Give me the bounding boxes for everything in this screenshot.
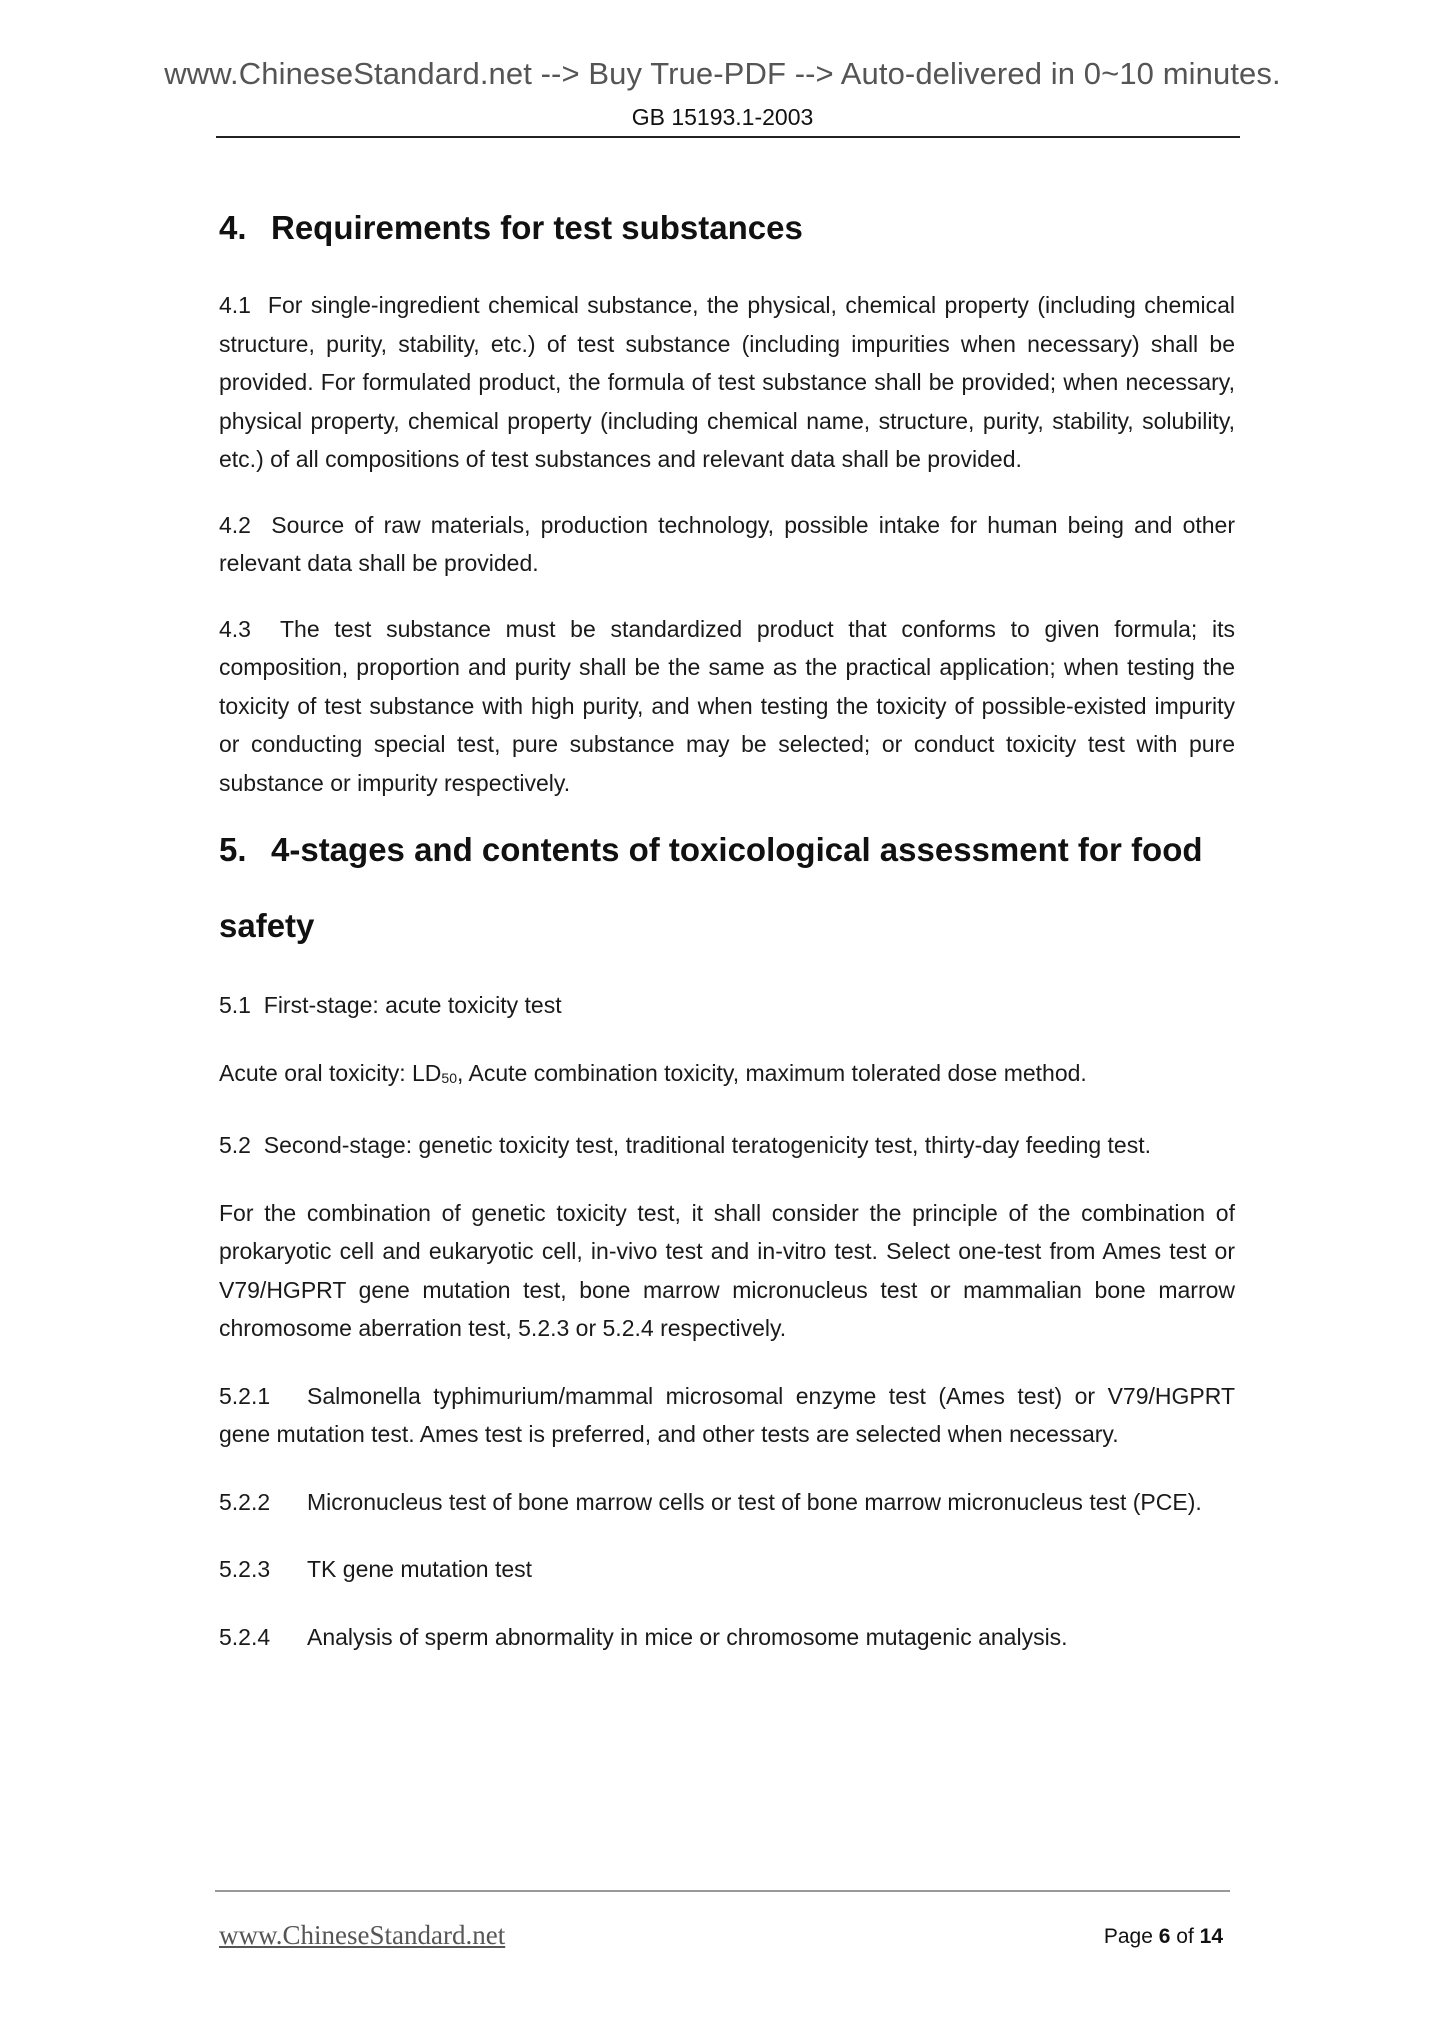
- page-of: of: [1176, 1925, 1194, 1948]
- clause-number: 4.3: [219, 615, 251, 642]
- page-current: 6: [1158, 1925, 1171, 1948]
- footer-divider: [215, 1890, 1230, 1892]
- section-title-line-1: 4-stages and contents of toxicological assessment for food: [271, 831, 1203, 868]
- clause-5-2-4: [219, 1618, 1235, 1657]
- clause-text: Second-stage: genetic toxicity test, traditional teratogenicity test, thirty-day feeding test.: [263, 1132, 1152, 1158]
- genetic-combination-paragraph: [219, 1194, 1235, 1348]
- acute-prefix: Acute oral toxicity: LD: [219, 1059, 442, 1086]
- ld-subscript: 50: [441, 1069, 457, 1086]
- page-prefix: Page: [1103, 1925, 1153, 1948]
- section-number: 5.: [219, 831, 247, 868]
- clause-5-2-2: [219, 1483, 1235, 1522]
- clause-5-1: [219, 986, 1235, 1025]
- clause-number: 5.2.2: [219, 1488, 271, 1515]
- section-title: Requirements for test substances: [271, 209, 803, 246]
- clause-5-2-1: [219, 1377, 1235, 1454]
- clause-number: 4.2: [219, 511, 251, 538]
- clause-5-2-3: [219, 1550, 1235, 1589]
- page-indicator: [1104, 1925, 1223, 1949]
- section-title-line-2: safety: [219, 907, 315, 944]
- clause-4-1: [219, 286, 1235, 479]
- clause-number: 5.2: [219, 1132, 251, 1158]
- clause-number: 5.2.1: [219, 1382, 271, 1409]
- header-banner: www.ChineseStandard.net --> Buy True-PDF --> Auto-delivered in 0~10 minutes.: [164, 56, 1281, 91]
- standard-code: GB 15193.1-2003: [631, 104, 814, 130]
- acute-suffix: , Acute combination toxicity, maximum tolerated dose method.: [457, 1059, 1087, 1086]
- clause-4-3: [219, 610, 1235, 803]
- clause-4-2: [219, 506, 1235, 583]
- page-total: 14: [1199, 1925, 1223, 1948]
- clause-text: For single-ingredient chemical substance, the physical, chemical property (including chemical structure, purity, stability, etc.) of test substance (including impurities when necessary) shall be provided. For formulated product, the formula of test substance shall be provided; when necessary, physical property, chemical property (including chemical name, structure, purity, stability, solubility, etc.) of all compositions of test substances and relevant data shall be provided.: [219, 292, 1235, 472]
- document-body: [219, 190, 1235, 1656]
- section-number: 4.: [219, 209, 247, 246]
- clause-number: 4.1: [219, 292, 251, 318]
- clause-text: The test substance must be standardized product that conforms to given formula; its composition, proportion and purity shall be the same as the practical application; when testing the toxicity of test substance with high purity, and when testing the toxicity of possible-existed impurity or conducting special test, pure substance may be selected; or conduct toxicity test with pure substance or impurity respectively.: [219, 615, 1235, 796]
- clause-number: 5.1: [219, 992, 251, 1018]
- clause-text: Micronucleus test of bone marrow cells or test of bone marrow micronucleus test (PCE).: [307, 1488, 1202, 1515]
- footer-website-link[interactable]: www.ChineseStandard.net: [219, 1920, 506, 1950]
- paragraph-text: For the combination of genetic toxicity test, it shall consider the principle of the combination of prokaryotic cell and eukaryotic cell, in-vivo test and in-vitro test. Select one-test from Ames test or V79/HGPRT gene mutation test, bone marrow micronucleus test or mammalian bone marrow chromosome aberration test, 5.2.3 or 5.2.4 respectively.: [219, 1199, 1235, 1341]
- header-divider: [216, 136, 1240, 138]
- clause-text: First-stage: acute toxicity test: [263, 992, 562, 1018]
- acute-oral-toxicity: [219, 1054, 1235, 1098]
- clause-text: Analysis of sperm abnormality in mice or chromosome mutagenic analysis.: [307, 1623, 1068, 1650]
- clause-number: 5.2.4: [219, 1623, 271, 1650]
- clause-5-2: [219, 1126, 1235, 1165]
- clause-text: Salmonella typhimurium/mammal microsomal enzyme test (Ames test) or V79/HGPRT gene mutation test. Ames test is preferred, and other tests are selected when necessary.: [219, 1382, 1235, 1447]
- section-5-heading: [219, 812, 1235, 964]
- section-4-heading: [219, 190, 1235, 266]
- clause-text: Source of raw materials, production technology, possible intake for human being and other relevant data shall be provided.: [219, 511, 1235, 576]
- clause-number: 5.2.3: [219, 1556, 271, 1582]
- clause-text: TK gene mutation test: [307, 1556, 533, 1582]
